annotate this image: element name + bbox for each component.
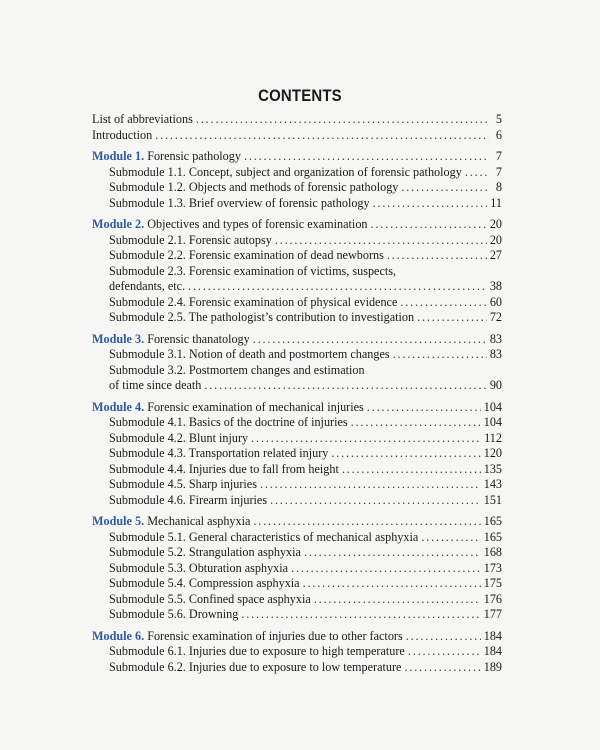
toc-entry-text: Submodule 5.3. Obturation asphyxia	[109, 560, 289, 575]
toc-entry-text: Submodule 3.1. Notion of death and postmortem changes	[109, 347, 390, 361]
toc-entry-text: Submodule 1.3. Brief overview of forensic pathology	[109, 195, 370, 210]
toc-entry-label	[92, 514, 250, 530]
dot-leader	[155, 128, 489, 144]
module-number: Module 6.	[92, 628, 145, 643]
toc-page-number: 6	[495, 127, 502, 142]
toc-entry-label	[109, 165, 462, 181]
toc-entry-text: Forensic pathology	[147, 149, 241, 163]
toc-entry	[92, 248, 502, 264]
toc-entry	[92, 415, 502, 431]
dot-leader	[367, 400, 481, 416]
module-number: Module 4.	[92, 399, 145, 414]
toc-page-number: 176	[483, 591, 502, 606]
toc-entry-text: Introduction	[92, 127, 153, 142]
toc-entry	[92, 378, 502, 394]
toc-entry-label	[109, 493, 267, 509]
toc-entry	[92, 347, 502, 363]
dot-leader	[417, 310, 487, 326]
dot-leader	[188, 279, 487, 295]
toc-page-number: 173	[483, 560, 502, 575]
toc-entry-label	[109, 561, 288, 577]
toc-entry-text: Submodule 2.4. Forensic examination of physical evidence	[109, 294, 398, 309]
toc-entry	[92, 431, 502, 447]
module-number: Module 5.	[92, 514, 145, 528]
toc-page-number: 11	[490, 195, 502, 210]
toc-entry-text: Submodule 4.4. Injuries due to fall from height	[109, 461, 339, 476]
toc-page-number: 104	[483, 415, 502, 429]
dot-leader	[303, 576, 481, 592]
toc-entry	[92, 363, 502, 379]
toc-entry-text: Forensic examination of mechanical injuries	[147, 399, 364, 414]
dot-leader	[404, 660, 480, 676]
toc-entry-text: defendants, etc.	[109, 279, 186, 293]
toc-entry	[92, 310, 502, 326]
toc-entry-label	[109, 644, 405, 660]
toc-page-number: 20	[489, 232, 502, 247]
toc-entry-label	[109, 660, 401, 676]
toc-entry-text: Submodule 4.2. Blunt injury	[109, 430, 249, 445]
toc-entry	[92, 561, 502, 577]
toc-page-number: 8	[495, 180, 502, 194]
toc-entry	[92, 264, 502, 280]
toc-entry-text: Submodule 2.5. The pathologist’s contribution to investigation	[109, 310, 415, 324]
dot-leader	[253, 332, 487, 348]
toc-page-number: 83	[489, 331, 502, 346]
toc-page-number: 72	[489, 310, 502, 324]
toc-page-number: 184	[483, 644, 502, 658]
toc-entry	[92, 493, 502, 509]
toc-entry	[92, 295, 502, 311]
toc-module-entry	[92, 149, 502, 165]
toc-entry-label	[92, 217, 368, 233]
toc-page-number: 143	[483, 477, 502, 491]
toc-entry-label	[109, 378, 201, 394]
dot-leader	[314, 592, 481, 608]
dot-leader	[406, 629, 481, 645]
dot-leader	[373, 196, 488, 212]
toc-entry	[92, 196, 502, 212]
toc-entry	[92, 279, 502, 295]
module-number: Module 3.	[92, 331, 145, 346]
toc-entry-label	[109, 462, 339, 478]
toc-module-entry	[92, 629, 502, 645]
toc-entry	[92, 607, 502, 623]
dot-leader	[421, 530, 480, 546]
dot-leader	[196, 112, 489, 128]
toc-entry-text: Submodule 5.1. General characteristics of mechanical asphyxia	[109, 529, 419, 544]
toc-page-number: 135	[483, 461, 502, 476]
toc-entry	[92, 576, 502, 592]
toc-page-number: 177	[483, 607, 502, 621]
toc-entry	[92, 530, 502, 546]
dot-leader	[204, 378, 486, 394]
toc-entry-text: Submodule 5.6. Drowning	[109, 607, 239, 621]
toc-entry	[92, 112, 502, 128]
toc-entry	[92, 644, 502, 660]
toc-entry-label	[109, 264, 396, 280]
toc-page-number: 189	[483, 659, 502, 674]
toc-entry-text: Mechanical asphyxia	[147, 514, 251, 528]
toc-entry-label	[109, 576, 300, 592]
toc-entry-label	[92, 149, 241, 165]
toc-entry-label	[92, 332, 250, 348]
toc-module-entry	[92, 217, 502, 233]
toc-entry-label	[92, 629, 403, 645]
toc-module-entry	[92, 514, 502, 530]
toc-entry-label	[109, 347, 390, 363]
toc-entry	[92, 446, 502, 462]
toc-entry-text: Submodule 1.2. Objects and methods of forensic pathology	[109, 180, 399, 194]
toc-entry-text: Submodule 2.3. Forensic examination of victims, suspects,	[109, 263, 397, 278]
toc-entry-label	[109, 279, 185, 295]
toc-entry-label	[109, 607, 238, 623]
toc-page-number: 112	[484, 430, 502, 445]
toc-entry-text: Submodule 4.1. Basics of the doctrine of injuries	[109, 415, 348, 429]
toc-entry	[92, 165, 502, 181]
toc-entry-text: of time since death	[109, 378, 202, 392]
dot-leader	[401, 180, 489, 196]
toc-entry-label	[109, 196, 370, 212]
toc-page-number: 20	[489, 217, 502, 231]
toc-page-number: 168	[483, 545, 502, 559]
toc-entry	[92, 462, 502, 478]
module-number: Module 1.	[92, 149, 145, 163]
toc-entry	[92, 180, 502, 196]
toc-page-number: 90	[489, 378, 502, 392]
toc-entry-label	[109, 431, 248, 447]
toc-page-number: 120	[483, 446, 502, 460]
dot-leader	[465, 165, 489, 181]
toc-entry-label	[92, 400, 364, 416]
toc-page-number: 5	[495, 112, 502, 126]
dot-leader	[260, 477, 481, 493]
toc-page-number: 38	[489, 279, 502, 293]
toc-page-number: 165	[483, 529, 502, 544]
toc-entry-label	[109, 592, 311, 608]
dot-leader	[351, 415, 481, 431]
toc-entry-label	[109, 530, 418, 546]
toc-entry-text: Submodule 4.5. Sharp injuries	[109, 477, 257, 491]
toc-entry	[92, 660, 502, 676]
toc-entry-text: List of abbreviations	[92, 112, 193, 126]
dot-leader	[270, 493, 481, 509]
toc-entry-text: Submodule 4.3. Transportation related injury	[109, 446, 329, 460]
toc-module-entry	[92, 332, 502, 348]
toc-entry-text: Submodule 6.2. Injuries due to exposure to low temperature	[109, 659, 402, 674]
toc-entry-text: Submodule 2.2. Forensic examination of dead newborns	[109, 248, 384, 262]
toc-entry	[92, 592, 502, 608]
dot-leader	[244, 149, 489, 165]
toc-entry-label	[109, 248, 384, 264]
dot-leader	[253, 514, 480, 530]
toc-entry	[92, 477, 502, 493]
toc-entry-label	[109, 545, 301, 561]
toc-entry-label	[109, 415, 348, 431]
dot-leader	[251, 431, 481, 447]
toc-entry-text: Forensic thanatology	[147, 331, 250, 346]
toc-page-number: 7	[495, 149, 502, 163]
dot-leader	[304, 545, 481, 561]
toc-entry-text: Submodule 1.1. Concept, subject and organization of forensic pathology	[109, 164, 462, 179]
toc-entry-label	[109, 477, 257, 493]
toc-page-number: 7	[495, 164, 502, 179]
toc-entry	[92, 233, 502, 249]
dot-leader	[400, 295, 486, 311]
toc-entry-label	[92, 112, 193, 128]
toc-page-number: 27	[489, 248, 502, 262]
toc-entry-label	[92, 128, 152, 144]
toc-page-number: 83	[489, 347, 502, 361]
dot-leader	[275, 233, 487, 249]
toc-entry-label	[109, 295, 397, 311]
toc-module-entry	[92, 400, 502, 416]
toc-entry	[92, 128, 502, 144]
table-of-contents	[92, 112, 502, 675]
dot-leader	[342, 462, 481, 478]
toc-entry-text: Submodule 6.1. Injuries due to exposure to high temperature	[109, 644, 405, 658]
page-title: CONTENTS	[258, 86, 342, 105]
dot-leader	[408, 644, 481, 660]
toc-entry-label	[109, 363, 365, 379]
module-number: Module 2.	[92, 217, 145, 231]
toc-entry-label	[109, 180, 398, 196]
toc-entry-label	[109, 310, 414, 326]
toc-entry-label	[109, 233, 272, 249]
toc-entry	[92, 545, 502, 561]
toc-entry-text: Submodule 5.5. Confined space asphyxia	[109, 591, 311, 606]
dot-leader	[241, 607, 480, 623]
dot-leader	[331, 446, 480, 462]
toc-entry-text: Submodule 2.1. Forensic autopsy	[109, 232, 272, 247]
toc-page-number: 175	[483, 576, 502, 590]
toc-entry-text: Submodule 4.6. Firearm injuries	[109, 492, 268, 507]
toc-entry-text: Objectives and types of forensic examination	[147, 217, 368, 231]
dot-leader	[393, 347, 487, 363]
toc-entry-text: Submodule 5.4. Compression asphyxia	[109, 576, 300, 590]
toc-page-number: 104	[483, 399, 502, 414]
toc-entry-text: Submodule 5.2. Strangulation asphyxia	[109, 545, 301, 559]
toc-page-number: 165	[483, 514, 502, 528]
toc-page-number: 184	[483, 628, 502, 643]
dot-leader	[371, 217, 487, 233]
toc-page-number: 60	[489, 294, 502, 309]
toc-entry-text: Submodule 3.2. Postmortem changes and estimation	[109, 362, 365, 377]
toc-entry-text: Forensic examination of injuries due to other factors	[147, 628, 403, 643]
toc-entry-label	[109, 446, 328, 462]
dot-leader	[387, 248, 487, 264]
dot-leader	[291, 561, 481, 577]
toc-page-number: 151	[483, 492, 502, 507]
